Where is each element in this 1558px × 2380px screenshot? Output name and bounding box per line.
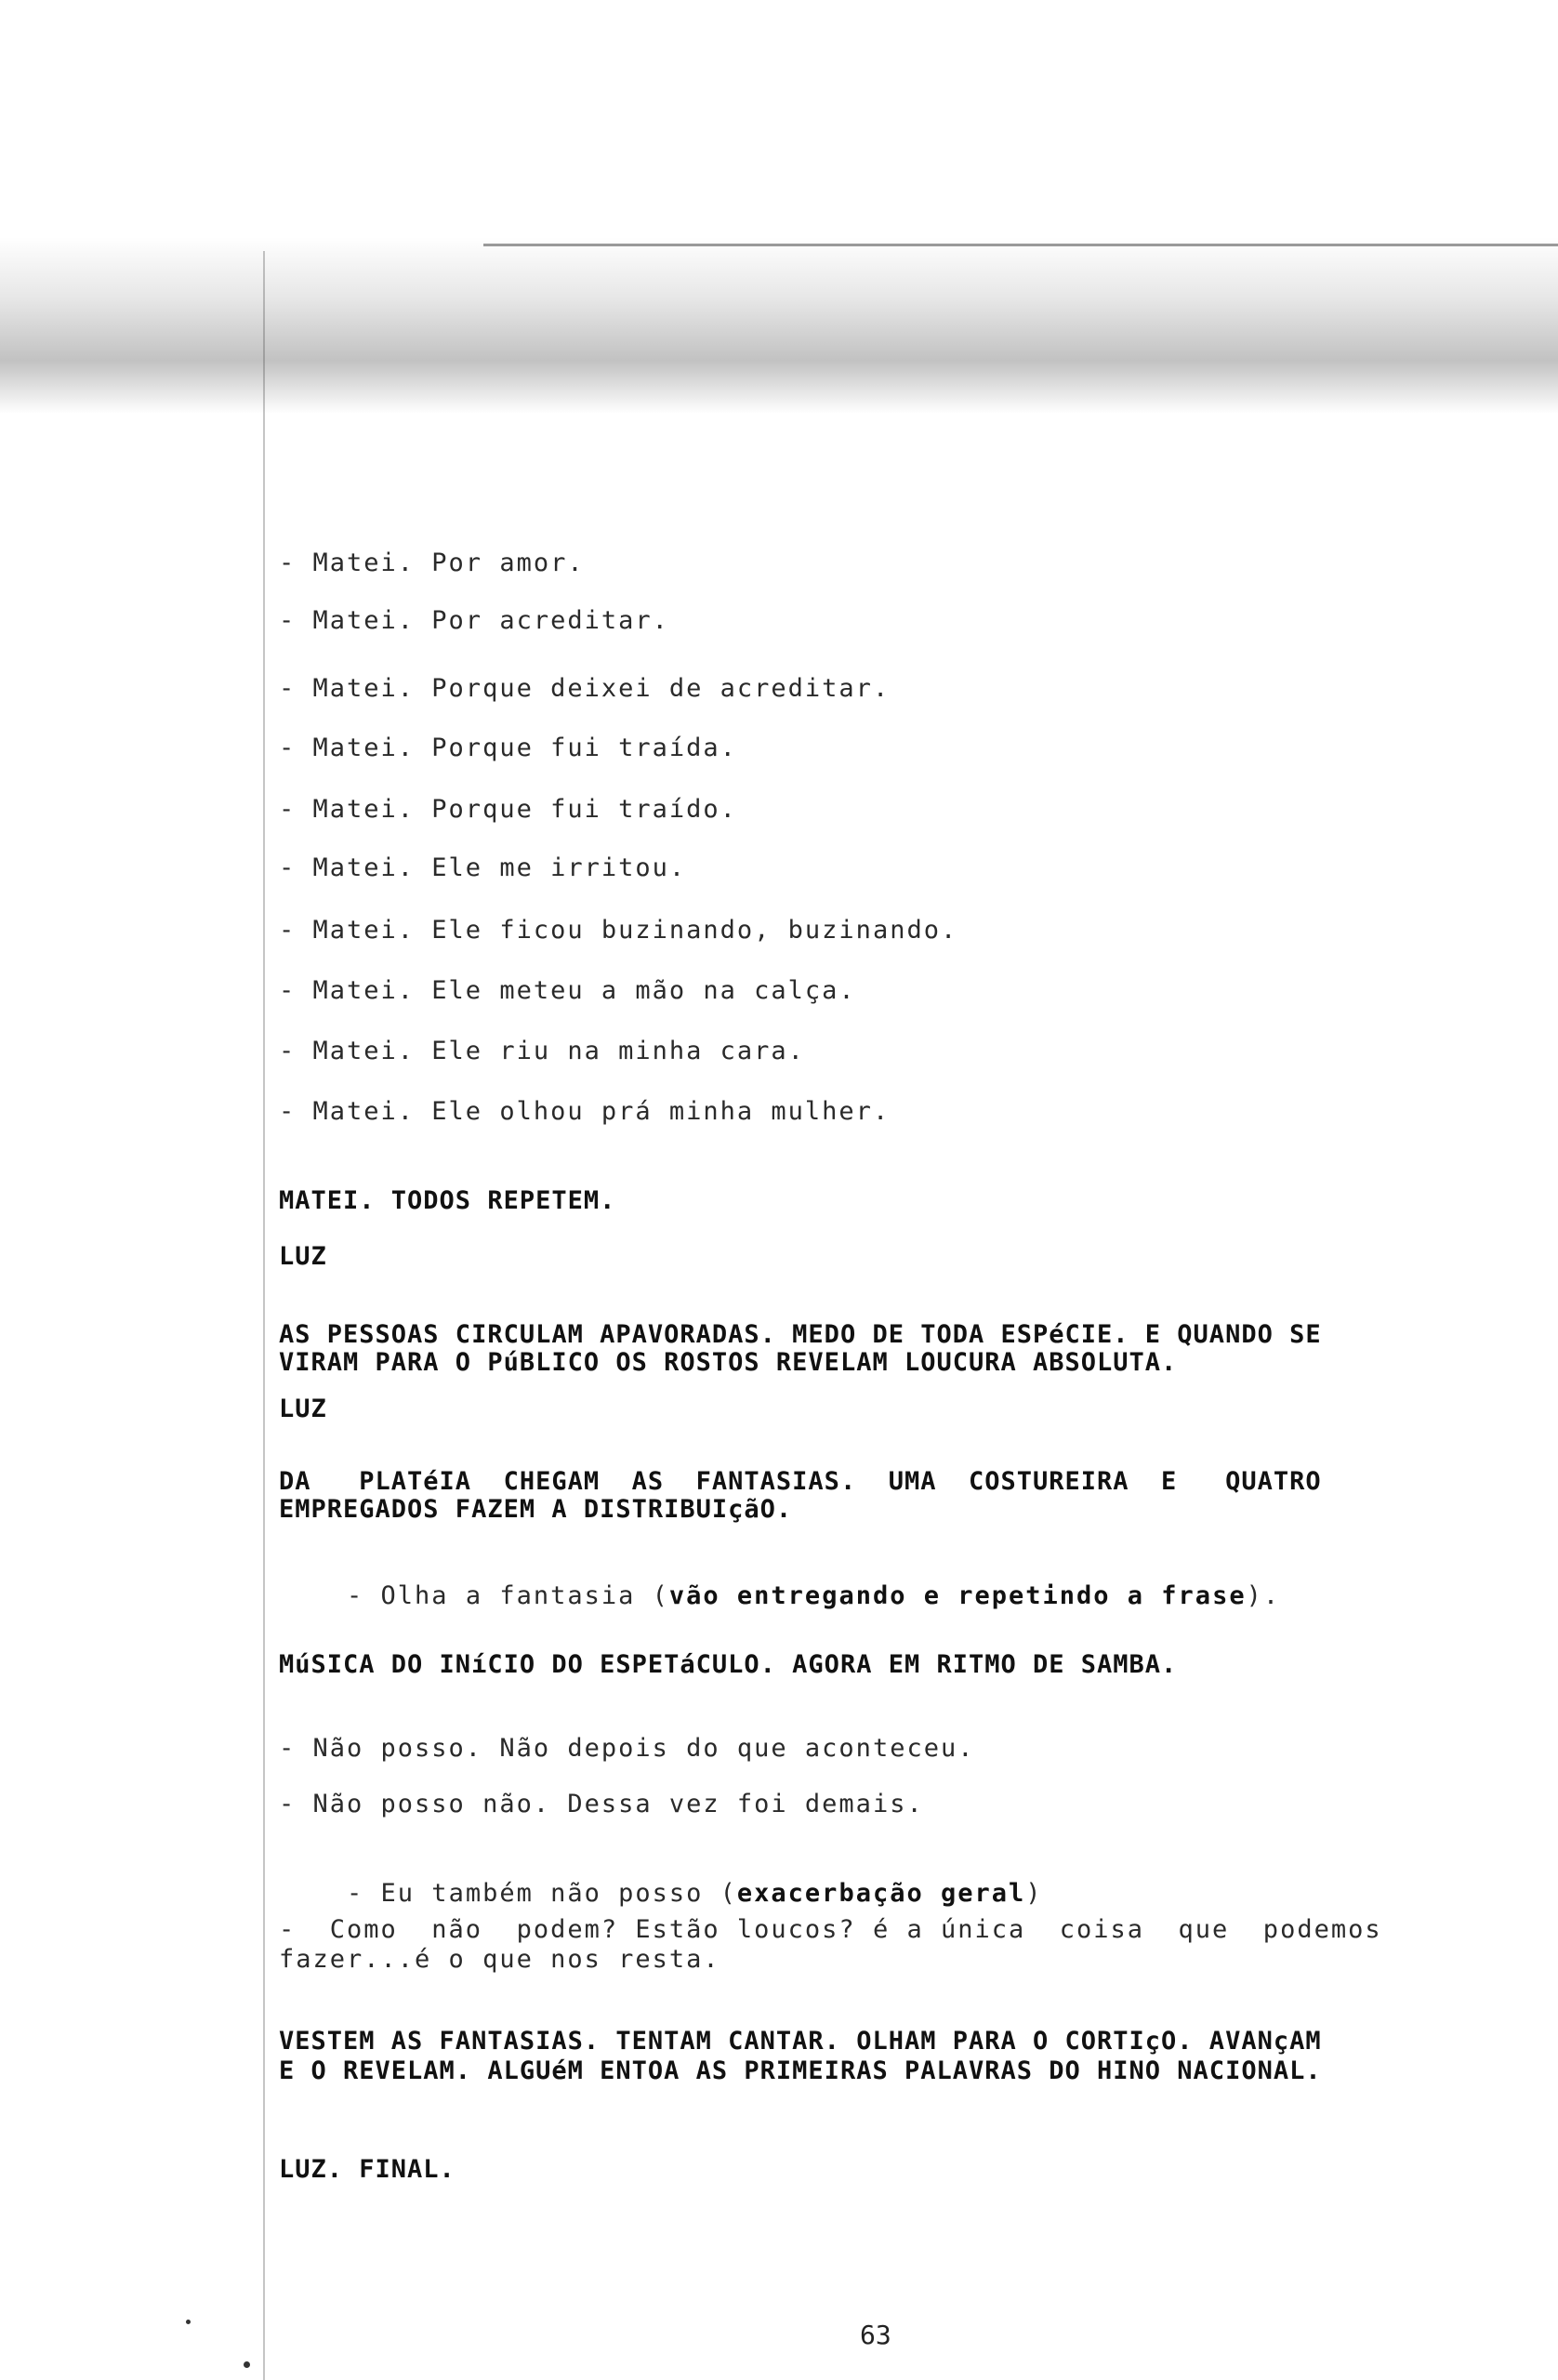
stage-direction: VESTEM AS FANTASIAS. TENTAM CANTAR. OLHAM PARA O CORTIçO. AVANçAM xyxy=(279,2027,1322,2056)
stage-direction: MúSICA DO INíCIO DO ESPETáCULO. AGORA EM RITMO DE SAMBA. xyxy=(279,1650,1178,1679)
light-cue: LUZ xyxy=(279,1242,327,1271)
dialogue-line xyxy=(279,1553,1280,1639)
light-cue: LUZ xyxy=(279,1395,327,1423)
stage-direction: EMPREGADOS FAZEM A DISTRIBUIçãO. xyxy=(279,1495,793,1524)
dialogue-text: ). xyxy=(1246,1581,1281,1610)
dialogue-line: - Como não podem? Estão loucos? é a única coisa que podemos xyxy=(279,1915,1382,1944)
dialogue-line: - Matei. Ele olhou prá minha mulher. xyxy=(279,1097,891,1126)
inline-stage-direction: exacerbação geral xyxy=(736,1879,1026,1908)
stage-direction: VIRAM PARA O PúBLICO OS ROSTOS REVELAM LOUCURA ABSOLUTA. xyxy=(279,1348,1178,1377)
inline-stage-direction: vão entregando e repetindo a frase xyxy=(668,1581,1247,1610)
scan-speck xyxy=(186,2320,191,2324)
page-number: 63 xyxy=(860,2320,891,2350)
dialogue-line: - Matei. Porque deixei de acreditar. xyxy=(279,674,891,703)
final-cue: LUZ. FINAL. xyxy=(279,2155,456,2184)
dialogue-line: - Matei. Por amor. xyxy=(279,549,585,577)
dialogue-line: - Matei. Por acreditar. xyxy=(279,606,669,635)
dialogue-line: - Matei. Ele riu na minha cara. xyxy=(279,1037,805,1065)
stage-direction: E O REVELAM. ALGUéM ENTOA AS PRIMEIRAS PALAVRAS DO HINO NACIONAL. xyxy=(279,2056,1322,2085)
stage-direction: AS PESSOAS CIRCULAM APAVORADAS. MEDO DE TODA ESPéCIE. E QUANDO SE xyxy=(279,1320,1322,1349)
dialogue-line: - Não posso. Não depois do que aconteceu. xyxy=(279,1734,975,1763)
scan-edge-line xyxy=(483,244,1558,246)
dialogue-line: - Não posso não. Dessa vez foi demais. xyxy=(279,1790,924,1818)
dialogue-line: fazer...é o que nos resta. xyxy=(279,1945,720,1974)
dialogue-text: - Olha a fantasia ( xyxy=(347,1581,669,1610)
dialogue-line: - Matei. Porque fui traída. xyxy=(279,734,737,762)
dialogue-line: - Matei. Ele me irritou. xyxy=(279,853,687,882)
dialogue-line: - Matei. Porque fui traído. xyxy=(279,795,737,824)
scan-shadow-band xyxy=(0,237,1558,414)
stage-direction: MATEI. TODOS REPETEM. xyxy=(279,1186,616,1215)
scan-speck xyxy=(244,2361,250,2368)
dialogue-text: ) xyxy=(1025,1879,1043,1908)
left-margin-line xyxy=(263,251,265,2380)
dialogue-line: - Matei. Ele meteu a mão na calça. xyxy=(279,976,856,1005)
dialogue-text: - Eu também não posso ( xyxy=(347,1879,737,1908)
stage-direction: DA PLATéIA CHEGAM AS FANTASIAS. UMA COSTUREIRA E QUATRO xyxy=(279,1467,1322,1496)
dialogue-line: - Matei. Ele ficou buzinando, buzinando. xyxy=(279,916,958,945)
